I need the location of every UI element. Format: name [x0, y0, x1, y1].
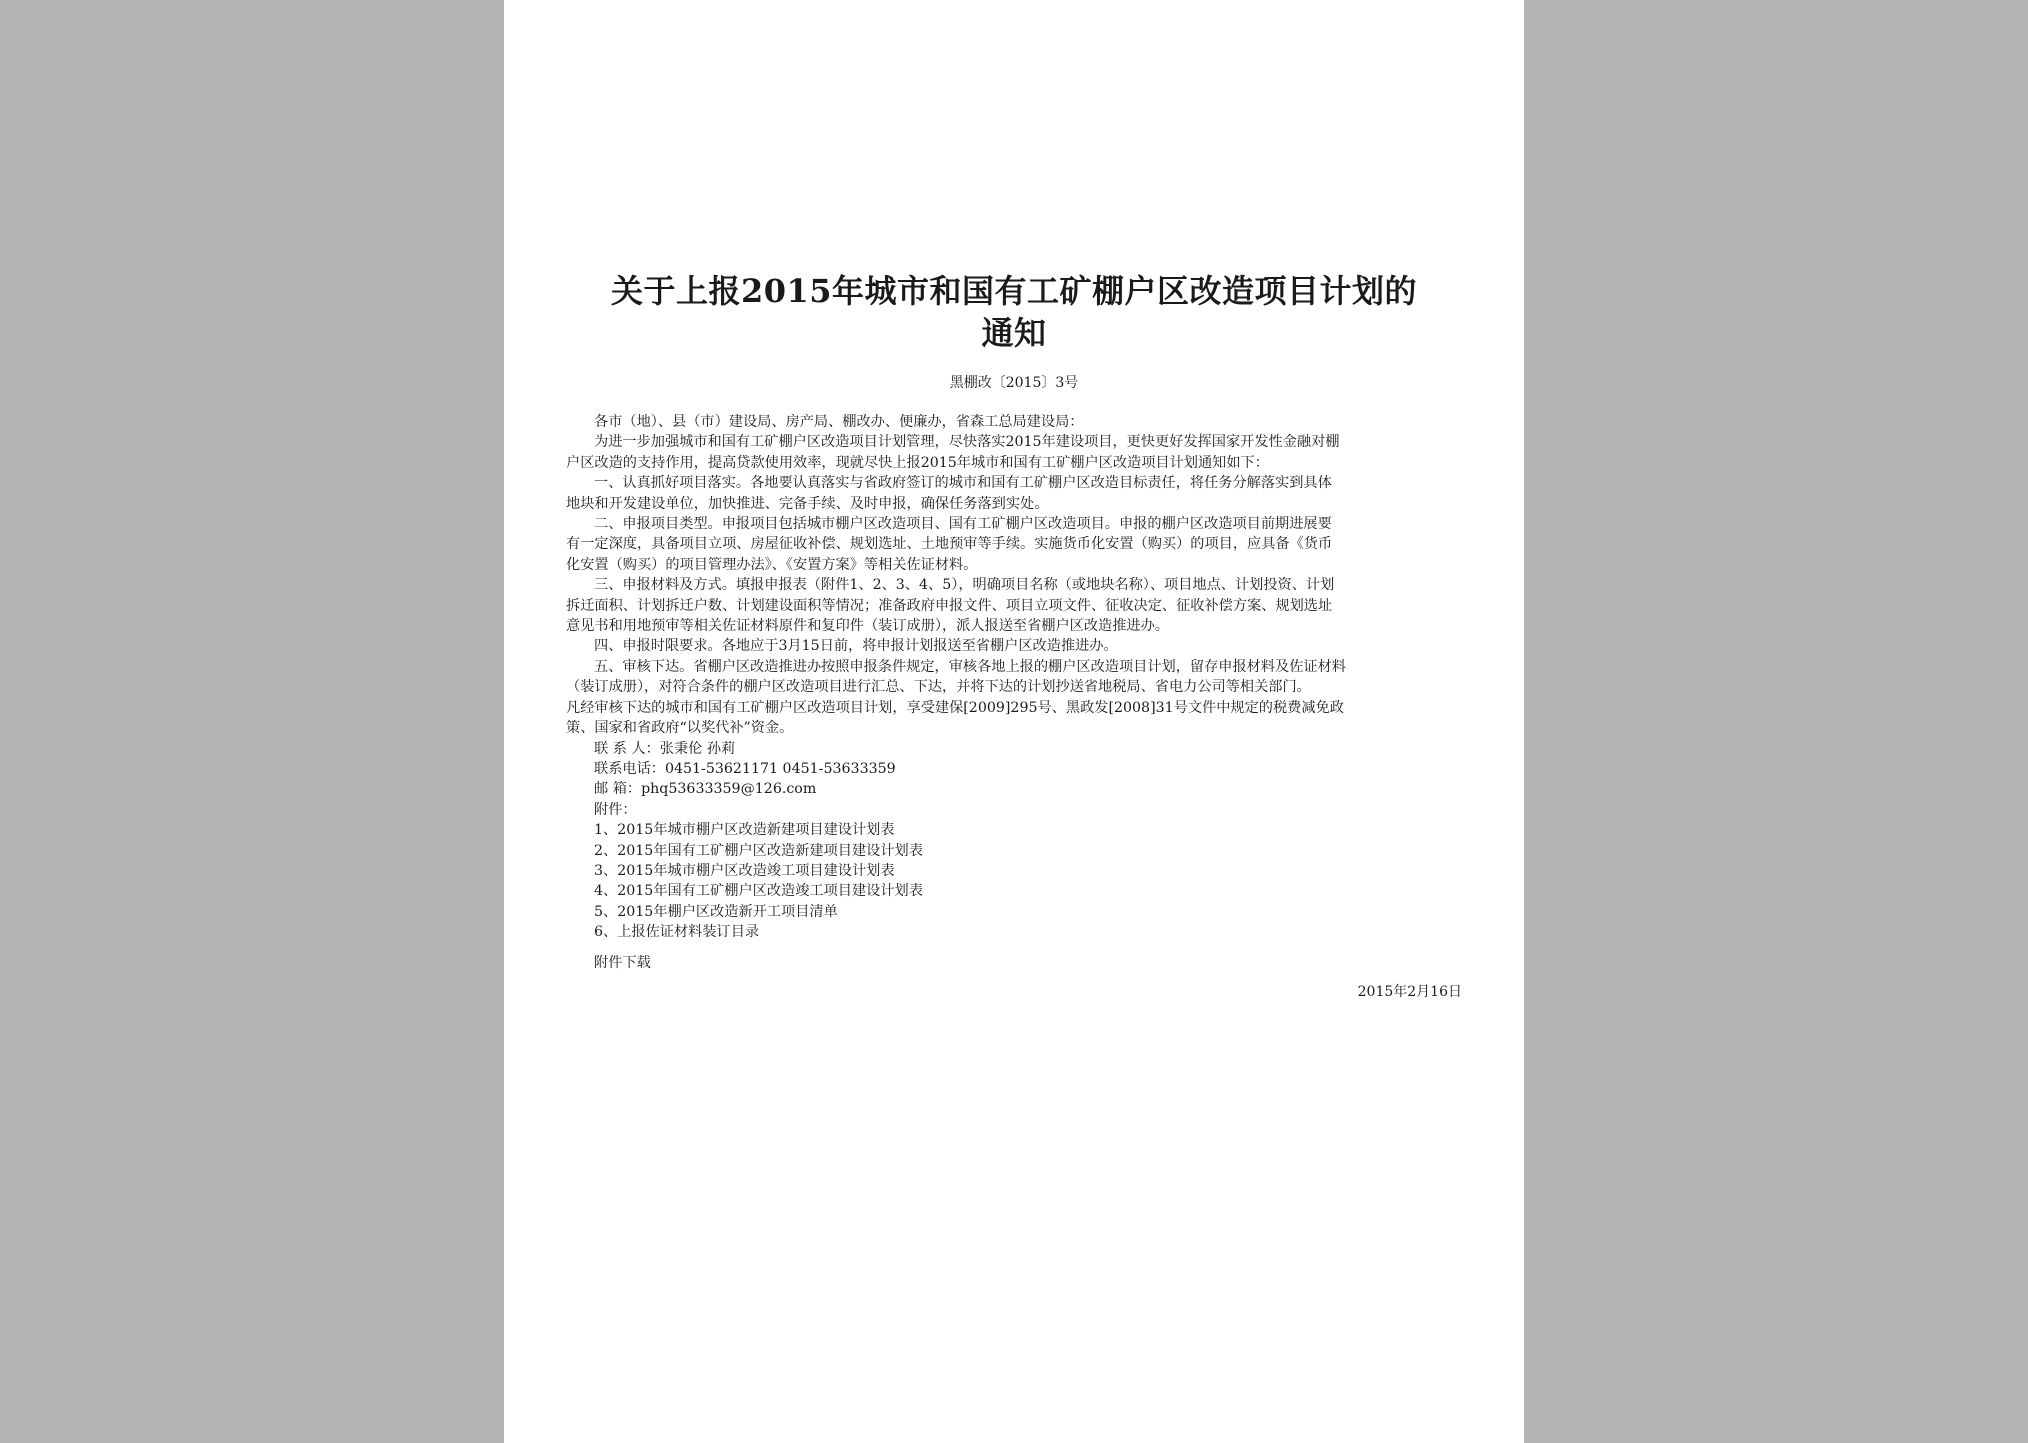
paragraph-line: 化安置（购买）的项目管理办法》、《安置方案》等相关佐证材料。	[566, 556, 978, 573]
contact-phone: 联系电话：0451-53621171 0451-53633359	[594, 760, 896, 777]
title-line-2: 通知	[981, 314, 1047, 352]
paragraph-line: 二、申报项目类型。申报项目包括城市棚户区改造项目、国有工矿棚户区改造项目。申报的棚户区改造项目前期进展要	[594, 516, 1332, 533]
attachment-download-link[interactable]: 附件下载	[594, 954, 651, 971]
paragraph-line: 策、国家和省政府“以奖代补”资金。	[566, 720, 794, 737]
attachment-item: 2、2015年国有工矿棚户区改造新建项目建设计划表	[594, 842, 923, 859]
document-body	[566, 412, 1466, 973]
attachment-item: 6、上报佐证材料装订目录	[594, 924, 760, 941]
attachment-item: 1、2015年城市棚户区改造新建项目建设计划表	[594, 822, 895, 839]
contact-email: 邮 箱：phq53633359@126.com	[594, 781, 817, 798]
document-date: 2015年2月16日	[1357, 984, 1462, 1000]
paragraph-line: 五、审核下达。省棚户区改造推进办按照申报条件规定，审核各地上报的棚户区改造项目计划，留存申报材料及佐证材料	[594, 658, 1346, 675]
attachment-item: 5、2015年棚户区改造新开工项目清单	[594, 903, 838, 920]
attachments-heading: 附件：	[594, 801, 637, 818]
paragraph-line: 地块和开发建设单位，加快推进、完备手续、及时申报，确保任务落到实处。	[566, 495, 1049, 512]
paragraph-line: 四、申报时限要求。各地应于3月15日前，将申报计划报送至省棚户区改造推进办。	[594, 638, 1118, 655]
document-number: 黑棚改〔2015〕3号	[949, 375, 1079, 391]
document-page	[504, 0, 1524, 1443]
salutation: 各市（地）、县（市）建设局、房产局、棚改办、便廉办，省森工总局建设局：	[594, 414, 1084, 430]
paragraph-line: （装订成册），对符合条件的棚户区改造项目进行汇总、下达，并将下达的计划抄送省地税局、省电力公司等相关部门。	[566, 679, 1311, 696]
attachment-item: 3、2015年城市棚户区改造竣工项目建设计划表	[594, 862, 895, 879]
paragraph-line: 拆迁面积、计划拆迁户数、计划建设面积等情况；准备政府申报文件、项目立项文件、征收决定、征收补偿方案、规划选址	[566, 597, 1333, 614]
attachment-item: 4、2015年国有工矿棚户区改造竣工项目建设计划表	[594, 883, 923, 900]
paragraph-line: 一、认真抓好项目落实。各地要认真落实与省政府签订的城市和国有工矿棚户区改造目标责任，将任务分解落实到具体	[594, 475, 1332, 492]
paragraph-line: 为进一步加强城市和国有工矿棚户区改造项目计划管理，尽快落实2015年建设项目，更快更好发挥国家开发性金融对棚	[594, 434, 1340, 451]
paragraph-line: 有一定深度，具备项目立项、房屋征收补偿、规划选址、土地预审等手续。实施货币化安置（购买）的项目，应具备《货币	[566, 536, 1333, 553]
document-title	[564, 270, 1464, 354]
paragraph-line: 户区改造的支持作用，提高贷款使用效率，现就尽快上报2015年城市和国有工矿棚户区改造项目计划通知如下：	[566, 454, 1269, 471]
title-line-1: 关于上报2015年城市和国有工矿棚户区改造项目计划的	[610, 272, 1418, 310]
contact-person: 联 系 人：张秉伦 孙莉	[594, 740, 736, 757]
paragraph-line: 三、申报材料及方式。填报申报表（附件1、2、3、4、5），明确项目名称（或地块名称）、项目地点、计划投资、计划	[594, 577, 1335, 594]
paragraph-line: 凡经审核下达的城市和国有工矿棚户区改造项目计划，享受建保[2009]295号、黑政发[2008]31号文件中规定的税费减免政	[566, 699, 1344, 716]
paragraph-line: 意见书和用地预审等相关佐证材料原件和复印件（装订成册），派人报送至省棚户区改造推进办。	[566, 618, 1169, 635]
